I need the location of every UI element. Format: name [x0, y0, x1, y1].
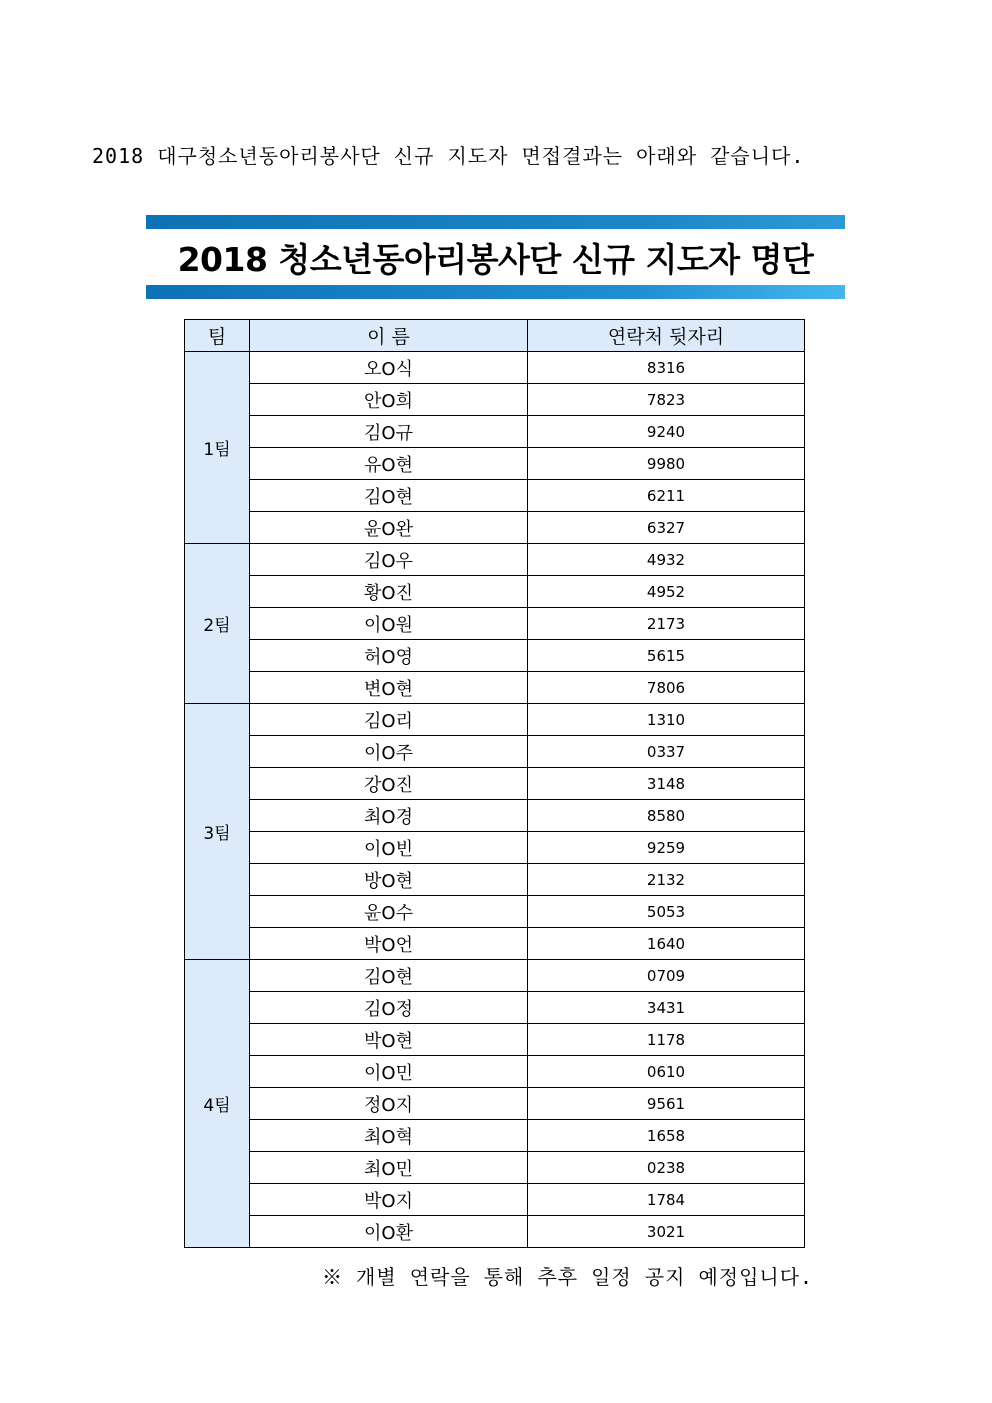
member-phone-suffix: 0238 [528, 1152, 805, 1184]
header-name: 이 름 [250, 320, 528, 352]
member-phone-suffix: 3431 [528, 992, 805, 1024]
table-row [185, 800, 805, 832]
table-row [185, 992, 805, 1024]
banner-top-bar [146, 215, 845, 229]
table-row [185, 864, 805, 896]
member-phone-suffix: 2132 [528, 864, 805, 896]
member-phone-suffix: 8580 [528, 800, 805, 832]
table-row [185, 768, 805, 800]
member-phone-suffix: 0709 [528, 960, 805, 992]
member-name: 강O진 [250, 768, 528, 800]
footnote: ※ 개별 연락을 통해 추후 일정 공지 예정입니다. [322, 1265, 814, 1289]
team-cell: 4팀 [185, 960, 250, 1248]
table-row [185, 928, 805, 960]
table-row [185, 352, 805, 384]
member-name: 박O지 [250, 1184, 528, 1216]
member-name: 최O혁 [250, 1120, 528, 1152]
table-row [185, 672, 805, 704]
member-name: 안O희 [250, 384, 528, 416]
header-phone: 연락처 뒷자리 [528, 320, 805, 352]
table-row [185, 512, 805, 544]
header-team: 팀 [185, 320, 250, 352]
member-phone-suffix: 7823 [528, 384, 805, 416]
table-row [185, 1120, 805, 1152]
member-name: 김O현 [250, 480, 528, 512]
member-name: 유O현 [250, 448, 528, 480]
member-name: 박O언 [250, 928, 528, 960]
table-row [185, 640, 805, 672]
title-banner [146, 215, 845, 299]
member-name: 최O민 [250, 1152, 528, 1184]
member-phone-suffix: 4952 [528, 576, 805, 608]
team-cell: 3팀 [185, 704, 250, 960]
member-name: 이O원 [250, 608, 528, 640]
member-name: 김O리 [250, 704, 528, 736]
table-row [185, 608, 805, 640]
table-row [185, 896, 805, 928]
banner-bottom-bar [146, 285, 845, 299]
roster-table [184, 319, 805, 1248]
member-name: 오O식 [250, 352, 528, 384]
table-row [185, 480, 805, 512]
member-phone-suffix: 1178 [528, 1024, 805, 1056]
member-name: 이O빈 [250, 832, 528, 864]
member-phone-suffix: 9240 [528, 416, 805, 448]
table-row [185, 1056, 805, 1088]
member-name: 김O우 [250, 544, 528, 576]
member-phone-suffix: 7806 [528, 672, 805, 704]
member-name: 김O정 [250, 992, 528, 1024]
team-cell: 2팀 [185, 544, 250, 704]
table-row [185, 960, 805, 992]
member-phone-suffix: 1640 [528, 928, 805, 960]
table-row [185, 448, 805, 480]
table-row [185, 544, 805, 576]
member-phone-suffix: 9980 [528, 448, 805, 480]
table-row [185, 1152, 805, 1184]
table-row [185, 832, 805, 864]
member-phone-suffix: 3148 [528, 768, 805, 800]
member-name: 윤O수 [250, 896, 528, 928]
member-phone-suffix: 8316 [528, 352, 805, 384]
member-phone-suffix: 1310 [528, 704, 805, 736]
table-row [185, 704, 805, 736]
member-phone-suffix: 5615 [528, 640, 805, 672]
member-phone-suffix: 9561 [528, 1088, 805, 1120]
member-name: 허O영 [250, 640, 528, 672]
member-phone-suffix: 0610 [528, 1056, 805, 1088]
member-phone-suffix: 5053 [528, 896, 805, 928]
member-name: 박O현 [250, 1024, 528, 1056]
member-phone-suffix: 0337 [528, 736, 805, 768]
table-row [185, 736, 805, 768]
team-cell: 1팀 [185, 352, 250, 544]
member-name: 이O환 [250, 1216, 528, 1248]
table-row [185, 576, 805, 608]
member-phone-suffix: 4932 [528, 544, 805, 576]
member-name: 황O진 [250, 576, 528, 608]
member-phone-suffix: 9259 [528, 832, 805, 864]
member-name: 최O경 [250, 800, 528, 832]
member-name: 이O주 [250, 736, 528, 768]
banner-title: 2018 청소년동아리봉사단 신규 지도자 명단 [177, 240, 814, 279]
member-name: 변O현 [250, 672, 528, 704]
table-row [185, 384, 805, 416]
table-row [185, 1184, 805, 1216]
member-phone-suffix: 3021 [528, 1216, 805, 1248]
table-header-row [185, 320, 805, 352]
member-name: 방O현 [250, 864, 528, 896]
member-phone-suffix: 2173 [528, 608, 805, 640]
member-name: 정O지 [250, 1088, 528, 1120]
table-row [185, 416, 805, 448]
intro-text: 2018 대구청소년동아리봉사단 신규 지도자 면접결과는 아래와 같습니다. [92, 144, 805, 168]
member-phone-suffix: 6211 [528, 480, 805, 512]
table-row [185, 1216, 805, 1248]
member-name: 윤O완 [250, 512, 528, 544]
member-name: 이O민 [250, 1056, 528, 1088]
member-phone-suffix: 1784 [528, 1184, 805, 1216]
member-name: 김O현 [250, 960, 528, 992]
member-name: 김O규 [250, 416, 528, 448]
member-phone-suffix: 1658 [528, 1120, 805, 1152]
table-row [185, 1088, 805, 1120]
member-phone-suffix: 6327 [528, 512, 805, 544]
table-row [185, 1024, 805, 1056]
